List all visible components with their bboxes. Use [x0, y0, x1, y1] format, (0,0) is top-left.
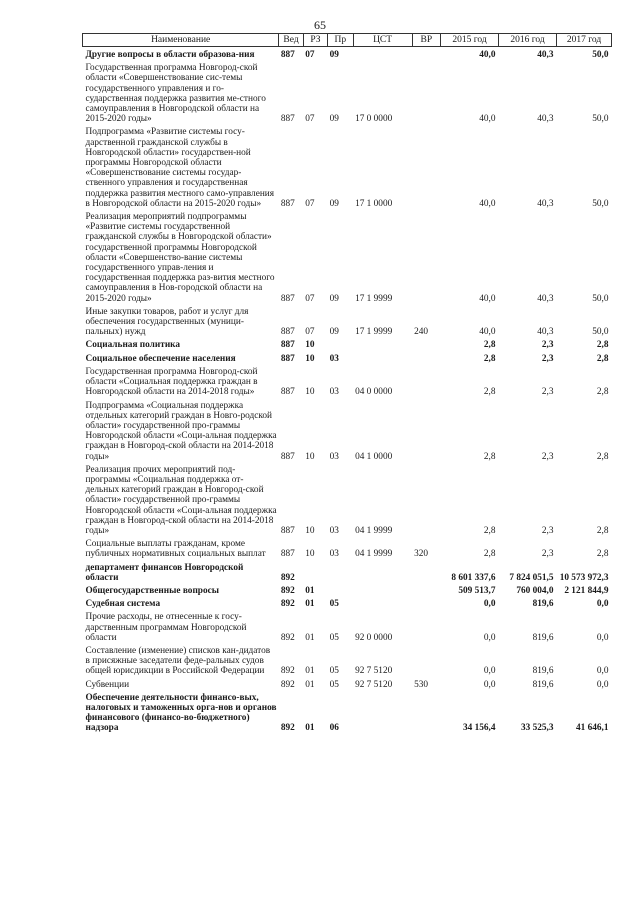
- row-name: Составление (изменение) списков кан-дидатов в присяжные заседатели феде-ральных судов общей юрисдикции в Российской Федерации: [85, 645, 271, 677]
- table-row: [83, 364, 612, 398]
- row-pr: 09: [329, 114, 339, 125]
- row-pr: 09: [329, 293, 339, 304]
- row-rz: 10: [305, 340, 315, 351]
- row-amount-2015: 0,0: [483, 666, 496, 677]
- row-ved: 887: [280, 198, 295, 209]
- row-ved: 892: [280, 723, 295, 734]
- table-row: [83, 398, 612, 462]
- row-pr: 05: [329, 679, 339, 690]
- row-amount-2016: 2,3: [541, 549, 554, 560]
- row-amount-2017: 2,8: [596, 451, 609, 462]
- row-vr: 320: [414, 549, 429, 560]
- row-vr: [412, 398, 440, 462]
- table-row: [83, 677, 612, 690]
- table-row: [83, 583, 612, 596]
- row-cst: 17 1 0000: [355, 198, 393, 209]
- row-amount-2017: 0,0: [596, 632, 609, 643]
- row-pr: 05: [329, 666, 339, 677]
- row-amount-2016: 40,3: [537, 198, 554, 209]
- row-cst: 04 1 9999: [355, 525, 393, 536]
- header-year-2015: 2015 год: [441, 34, 499, 47]
- row-rz: 10: [305, 525, 315, 536]
- row-amount-2017: 50,0: [592, 50, 609, 60]
- row-amount-2015: 0,0: [483, 632, 496, 643]
- table-row: [83, 690, 612, 734]
- row-rz: 10: [305, 353, 315, 364]
- row-name: Подпрограмма «Развитие системы госу-дарственной гражданской службы в Новгородской области» государствен-ной программы Новгородской области «Совершенствование системы государ-ственного управления и государственная поддержка развития местного само-управления в Новгородской области на 2015-2020 годы»: [85, 127, 275, 209]
- row-amount-2017: 50,0: [592, 293, 609, 304]
- row-pr: 06: [329, 723, 339, 734]
- row-rz: 10: [305, 451, 315, 462]
- row-name: Общегосударственные вопросы: [85, 585, 220, 596]
- row-amount-2016: 819,6: [532, 666, 554, 677]
- row-rz: 01: [305, 599, 315, 610]
- row-rz: 07: [305, 198, 315, 209]
- row-amount-2015: 0,0: [483, 599, 496, 610]
- row-amount-2017: 2,8: [596, 353, 609, 364]
- table-header-row: [83, 34, 612, 47]
- table-row: [83, 47, 612, 61]
- table-row: [83, 462, 612, 536]
- row-amount-2015: 40,0: [479, 50, 496, 60]
- row-vr: [412, 364, 440, 398]
- row-ved: 892: [280, 572, 295, 583]
- row-name: Социальное обеспечение населения: [85, 353, 236, 364]
- row-amount-2017: 2,8: [596, 387, 609, 398]
- row-pr: 09: [329, 198, 339, 209]
- row-pr: 03: [329, 451, 339, 462]
- row-cst: 04 1 9999: [355, 549, 393, 560]
- table-row: [83, 609, 612, 643]
- row-name: Социальная политика: [85, 340, 181, 351]
- row-cst: 17 1 9999: [355, 327, 393, 338]
- row-vr: 240: [414, 327, 429, 338]
- row-amount-2016: 40,3: [537, 50, 554, 60]
- row-ved: 887: [280, 293, 295, 304]
- row-vr: [412, 47, 440, 61]
- row-amount-2016: 33 525,3: [520, 723, 554, 734]
- row-amount-2016: 2,3: [541, 353, 554, 364]
- row-amount-2015: 40,0: [479, 293, 496, 304]
- row-name: Обеспечение деятельности финансо-вых, налоговых и таможенных орга-нов и органов финансового (финансо-во-бюджетного) надзора: [85, 692, 277, 734]
- header-year-2016: 2016 год: [499, 34, 557, 47]
- row-rz: 01: [305, 585, 315, 596]
- row-amount-2017: 50,0: [592, 114, 609, 125]
- header-pr: Пр: [328, 34, 353, 47]
- row-ved: 887: [280, 327, 295, 338]
- row-amount-2016: 2,3: [541, 451, 554, 462]
- row-rz: [303, 560, 327, 583]
- row-amount-2015: 34 156,4: [462, 723, 496, 734]
- row-cst: 92 0 0000: [355, 632, 393, 643]
- row-rz: 01: [305, 666, 315, 677]
- row-pr: [328, 583, 353, 596]
- row-pr: [328, 337, 353, 350]
- row-vr: [412, 60, 440, 124]
- row-amount-2016: 819,6: [532, 599, 554, 610]
- row-vr: [412, 643, 440, 677]
- row-cst: [353, 351, 412, 364]
- row-amount-2015: 2,8: [483, 525, 496, 536]
- row-pr: 05: [329, 632, 339, 643]
- row-ved: 892: [280, 679, 295, 690]
- table-row: [83, 337, 612, 350]
- row-amount-2015: 8 601 337,6: [451, 572, 496, 583]
- table-row: [83, 304, 612, 338]
- row-rz: 07: [305, 293, 315, 304]
- row-cst: [353, 47, 412, 61]
- row-ved: 887: [280, 387, 295, 398]
- row-pr: [328, 560, 353, 583]
- row-rz: 01: [305, 723, 315, 734]
- row-amount-2017: 10 573 972,3: [559, 572, 609, 583]
- row-amount-2016: 819,6: [532, 632, 554, 643]
- row-ved: 887: [280, 340, 295, 351]
- row-vr: [412, 337, 440, 350]
- row-name: департамент финансов Новгородской области: [85, 562, 244, 583]
- row-pr: 05: [329, 599, 339, 610]
- row-pr: 03: [329, 549, 339, 560]
- row-cst: 04 1 0000: [355, 451, 393, 462]
- table-row: [83, 536, 612, 559]
- row-rz: 07: [305, 114, 315, 125]
- row-vr: [412, 351, 440, 364]
- row-name: Иные закупки товаров, работ и услуг для обеспечения государственных (муници-пальных) нужд: [85, 306, 249, 338]
- row-amount-2016: 40,3: [537, 293, 554, 304]
- row-vr: [412, 690, 440, 734]
- row-pr: 03: [329, 387, 339, 398]
- row-ved: 892: [280, 585, 295, 596]
- row-name: Государственная программа Новгород-ской области «Социальная поддержка граждан в Новгородской области на 2014-2018 годы»: [85, 366, 258, 398]
- row-amount-2016: 2,3: [541, 387, 554, 398]
- row-rz: 07: [305, 327, 315, 338]
- row-amount-2016: 2,3: [541, 340, 554, 351]
- row-amount-2017: 0,0: [596, 666, 609, 677]
- table-row: [83, 60, 612, 124]
- row-amount-2015: 0,0: [483, 679, 496, 690]
- row-pr: 09: [329, 50, 339, 60]
- header-cst: ЦСТ: [353, 34, 412, 47]
- row-cst: [353, 690, 412, 734]
- row-rz: 01: [305, 679, 315, 690]
- row-rz: 01: [305, 632, 315, 643]
- row-amount-2017: 41 646,1: [575, 723, 609, 734]
- table-row: [83, 124, 612, 209]
- row-pr: 03: [329, 525, 339, 536]
- row-rz: 10: [305, 549, 315, 560]
- row-amount-2015: 40,0: [479, 114, 496, 125]
- row-vr: 530: [414, 679, 429, 690]
- row-cst: 92 7 5120: [355, 666, 393, 677]
- row-ved: 887: [280, 50, 295, 60]
- row-cst: 92 7 5120: [355, 679, 393, 690]
- header-name: Наименование: [83, 34, 279, 47]
- row-amount-2017: 2 121 844,9: [564, 585, 609, 596]
- row-vr: [412, 583, 440, 596]
- row-cst: 17 1 9999: [355, 293, 393, 304]
- row-amount-2016: 819,6: [532, 679, 554, 690]
- row-name: Социальные выплаты гражданам, кроме публичных нормативных социальных выплат: [85, 539, 266, 560]
- table-row: [83, 596, 612, 609]
- row-ved: 887: [280, 353, 295, 364]
- row-amount-2017: 2,8: [596, 549, 609, 560]
- table-row: [83, 643, 612, 677]
- row-amount-2016: 7 824 051,5: [509, 572, 554, 583]
- row-name: Реализация прочих мероприятий под-программы «Социальная поддержка от-дельных категорий граждан в Новгород-ской области» государственной про-граммы Новгородской области «Соци-альная поддержка граждан в Новгород-ской области на 2014-2018 годы»: [85, 464, 277, 536]
- row-amount-2015: 2,8: [483, 549, 496, 560]
- row-ved: 892: [280, 599, 295, 610]
- row-name: Прочие расходы, не отнесенные к госу-дарственным программам Новгородской области: [85, 612, 247, 643]
- header-ved: Вед: [279, 34, 303, 47]
- row-amount-2015: 2,8: [483, 451, 496, 462]
- row-vr: [412, 124, 440, 209]
- row-cst: [353, 337, 412, 350]
- row-ved: 887: [280, 525, 295, 536]
- row-amount-2016: 40,3: [537, 114, 554, 125]
- row-amount-2015: 2,8: [483, 340, 496, 351]
- row-vr: [412, 462, 440, 536]
- row-amount-2015: 40,0: [479, 198, 496, 209]
- row-vr: [412, 609, 440, 643]
- row-rz: 10: [305, 387, 315, 398]
- page-number: 65: [314, 18, 326, 32]
- row-cst: [353, 596, 412, 609]
- header-rz: РЗ: [303, 34, 327, 47]
- row-ved: 892: [280, 632, 295, 643]
- row-vr: [412, 596, 440, 609]
- row-amount-2017: 2,8: [596, 340, 609, 351]
- row-name: Реализация мероприятий подпрограммы «Развитие системы государственной гражданской службы в Новгородской области» государственной программы Новгородской области «Совершенство-вание системы государственного управ-ления и государственная поддержка раз-вития местного самоуправления в Нов-городской области на 2015-2020 годы»: [85, 212, 275, 304]
- row-amount-2017: 2,8: [596, 525, 609, 536]
- row-amount-2015: 2,8: [483, 387, 496, 398]
- row-cst: 17 0 0000: [355, 114, 393, 125]
- row-vr: [412, 560, 440, 583]
- row-name: Субвенции: [85, 679, 130, 690]
- table-row: [83, 351, 612, 364]
- row-amount-2015: 509 513,7: [458, 585, 496, 596]
- row-name: Другие вопросы в области образова-ния: [85, 50, 255, 60]
- row-vr: [412, 209, 440, 304]
- header-vr: ВР: [412, 34, 440, 47]
- row-pr: 09: [329, 327, 339, 338]
- row-cst: [353, 560, 412, 583]
- row-amount-2015: 40,0: [479, 327, 496, 338]
- header-year-2017: 2017 год: [557, 34, 612, 47]
- row-amount-2017: 50,0: [592, 327, 609, 338]
- row-amount-2017: 0,0: [596, 599, 609, 610]
- row-amount-2016: 40,3: [537, 327, 554, 338]
- row-name: Государственная программа Новгород-ской области «Совершенствование сис-темы государственного управления и го-сударственная поддержка развития ме-стного самоуправления в Новгородской области на 2015-2020 годы»: [85, 63, 266, 125]
- row-cst: [353, 583, 412, 596]
- row-amount-2015: 2,8: [483, 353, 496, 364]
- row-amount-2016: 760 004,0: [516, 585, 554, 596]
- row-amount-2017: 0,0: [596, 679, 609, 690]
- budget-table: [82, 33, 612, 734]
- row-name: Судебная система: [85, 599, 161, 610]
- row-ved: 887: [280, 549, 295, 560]
- table-row: [83, 209, 612, 304]
- row-pr: 03: [329, 353, 339, 364]
- row-name: Подпрограмма «Социальная поддержка отдельных категорий граждан в Новго-родской области» государственной про-граммы Новгородской области «Соци-альная поддержка граждан в Новгород-ской области на 2014-2018 годы»: [85, 400, 277, 462]
- row-amount-2017: 50,0: [592, 198, 609, 209]
- row-ved: 887: [280, 451, 295, 462]
- table-body: [83, 47, 612, 734]
- row-amount-2016: 2,3: [541, 525, 554, 536]
- table-row: [83, 560, 612, 583]
- row-ved: 892: [280, 666, 295, 677]
- row-cst: 04 0 0000: [355, 387, 393, 398]
- row-rz: 07: [305, 50, 315, 60]
- row-ved: 887: [280, 114, 295, 125]
